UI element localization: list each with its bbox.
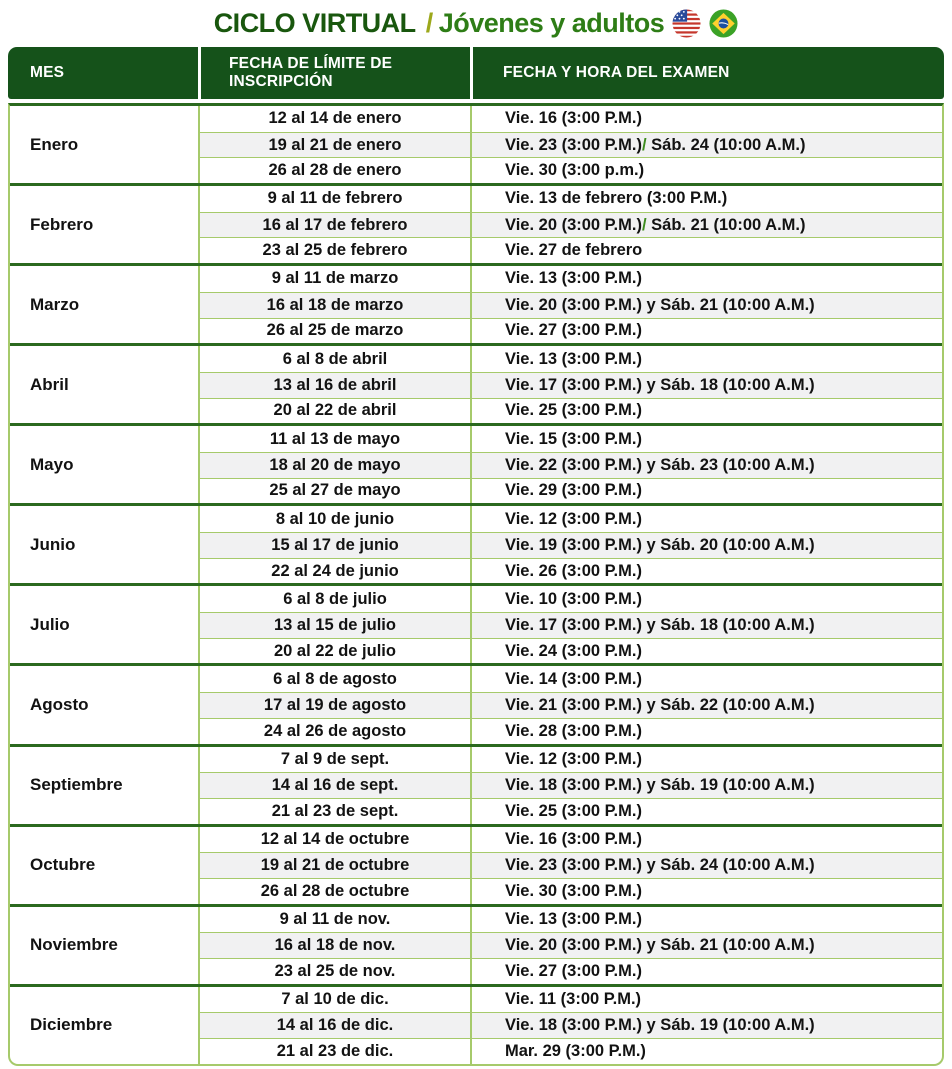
exam-datetime <box>470 212 942 238</box>
inscription-range: 16 al 17 de febrero <box>198 212 470 238</box>
page-title <box>8 0 944 47</box>
table-body <box>8 103 944 1066</box>
inscription-range: 20 al 22 de abril <box>198 398 470 424</box>
inscription-range: 12 al 14 de octubre <box>198 827 470 853</box>
inscription-range: 7 al 10 de dic. <box>198 987 470 1013</box>
month-name: Septiembre <box>30 775 123 795</box>
inscription-range: 11 al 13 de mayo <box>198 426 470 452</box>
inscription-range: 9 al 11 de marzo <box>198 266 470 292</box>
green-slash-separator: / <box>641 215 647 234</box>
inscription-range: 19 al 21 de octubre <box>198 852 470 878</box>
exam-datetime: Vie. 18 (3:00 P.M.) y Sáb. 19 (10:00 A.M.) <box>470 772 942 798</box>
title-slash: / <box>425 8 433 38</box>
month-group <box>10 666 942 746</box>
month-name: Enero <box>30 134 79 154</box>
exam-datetime: Vie. 13 (3:00 P.M.) <box>470 266 942 292</box>
exam-datetime: Vie. 25 (3:00 P.M.) <box>470 798 942 824</box>
month-name: Agosto <box>30 694 89 714</box>
inscription-range: 12 al 14 de enero <box>198 106 470 132</box>
exam-datetime: Vie. 20 (3:00 P.M.) y Sáb. 21 (10:00 A.M.) <box>470 292 942 318</box>
title-jovenes-adultos: Jóvenes y adultos <box>438 8 665 38</box>
inscription-range: 15 al 17 de junio <box>198 532 470 558</box>
exam-part-1: Vie. 20 (3:00 P.M.) <box>505 215 642 234</box>
exam-datetime: Vie. 16 (3:00 P.M.) <box>470 827 942 853</box>
month-name: Junio <box>30 534 76 554</box>
exam-part-2: Sáb. 24 (10:00 A.M.) <box>646 135 806 154</box>
inscription-range: 6 al 8 de julio <box>198 586 470 612</box>
exam-datetime: Vie. 24 (3:00 P.M.) <box>470 638 942 664</box>
month-group <box>10 106 942 186</box>
inscription-range: 7 al 9 de sept. <box>198 747 470 773</box>
inscription-range: 26 al 25 de marzo <box>198 318 470 344</box>
inscription-range: 22 al 24 de junio <box>198 558 470 584</box>
inscription-range: 19 al 21 de enero <box>198 132 470 158</box>
inscription-range: 13 al 16 de abril <box>198 372 470 398</box>
header-mes: MES <box>30 64 65 82</box>
exam-datetime: Vie. 15 (3:00 P.M.) <box>470 426 942 452</box>
exam-datetime: Vie. 14 (3:00 P.M.) <box>470 666 942 692</box>
header-fecha-hora-examen: FECHA Y HORA DEL EXAMEN <box>470 47 944 99</box>
exam-datetime: Vie. 25 (3:00 P.M.) <box>470 398 942 424</box>
exam-datetime: Vie. 11 (3:00 P.M.) <box>470 987 942 1013</box>
month-group <box>10 506 942 586</box>
inscription-range: 25 al 27 de mayo <box>198 478 470 504</box>
exam-datetime: Vie. 29 (3:00 P.M.) <box>470 478 942 504</box>
month-name: Noviembre <box>30 935 118 955</box>
inscription-range: 20 al 22 de julio <box>198 638 470 664</box>
month-name: Mayo <box>30 454 74 474</box>
exam-datetime: Vie. 19 (3:00 P.M.) y Sáb. 20 (10:00 A.M.) <box>470 532 942 558</box>
inscription-range: 14 al 16 de dic. <box>198 1012 470 1038</box>
exam-datetime: Vie. 27 (3:00 P.M.) <box>470 958 942 984</box>
exam-datetime: Vie. 16 (3:00 P.M.) <box>470 106 942 132</box>
exam-datetime: Vie. 18 (3:00 P.M.) y Sáb. 19 (10:00 A.M.) <box>470 1012 942 1038</box>
month-group <box>10 586 942 666</box>
exam-datetime: Vie. 13 (3:00 P.M.) <box>470 907 942 933</box>
exam-datetime: Mar. 29 (3:00 P.M.) <box>470 1038 942 1064</box>
month-name: Diciembre <box>30 1015 113 1035</box>
exam-datetime: Vie. 12 (3:00 P.M.) <box>470 747 942 773</box>
exam-datetime: Vie. 17 (3:00 P.M.) y Sáb. 18 (10:00 A.M.) <box>470 372 942 398</box>
inscription-range: 16 al 18 de nov. <box>198 932 470 958</box>
month-group <box>10 266 942 346</box>
exam-datetime: Vie. 30 (3:00 p.m.) <box>470 157 942 183</box>
exam-datetime: Vie. 26 (3:00 P.M.) <box>470 558 942 584</box>
inscription-range: 13 al 15 de julio <box>198 612 470 638</box>
month-name: Octubre <box>30 855 96 875</box>
month-name: Julio <box>30 614 70 634</box>
month-group <box>10 186 942 266</box>
inscription-range: 9 al 11 de febrero <box>198 186 470 212</box>
exam-datetime: Vie. 13 de febrero (3:00 P.M.) <box>470 186 942 212</box>
inscription-range: 21 al 23 de sept. <box>198 798 470 824</box>
exam-datetime: Vie. 12 (3:00 P.M.) <box>470 506 942 532</box>
exam-datetime: Vie. 22 (3:00 P.M.) y Sáb. 23 (10:00 A.M.) <box>470 452 942 478</box>
schedule-page <box>8 0 944 1066</box>
exam-datetime: Vie. 23 (3:00 P.M.) y Sáb. 24 (10:00 A.M.) <box>470 852 942 878</box>
exam-part-1: Vie. 23 (3:00 P.M.) <box>505 135 642 154</box>
inscription-range: 24 al 26 de agosto <box>198 718 470 744</box>
green-slash-separator: / <box>641 135 647 154</box>
inscription-range: 18 al 20 de mayo <box>198 452 470 478</box>
month-name: Marzo <box>30 294 80 314</box>
inscription-range: 23 al 25 de febrero <box>198 237 470 263</box>
exam-datetime: Vie. 20 (3:00 P.M.) y Sáb. 21 (10:00 A.M.) <box>470 932 942 958</box>
exam-datetime: Vie. 27 (3:00 P.M.) <box>470 318 942 344</box>
exam-datetime: Vie. 21 (3:00 P.M.) y Sáb. 22 (10:00 A.M.) <box>470 692 942 718</box>
us-flag-icon <box>672 9 701 38</box>
exam-datetime: Vie. 27 de febrero <box>470 237 942 263</box>
inscription-range: 14 al 16 de sept. <box>198 772 470 798</box>
month-group <box>10 346 942 426</box>
inscription-range: 9 al 11 de nov. <box>198 907 470 933</box>
brazil-flag-icon <box>709 9 738 38</box>
exam-datetime: Vie. 17 (3:00 P.M.) y Sáb. 18 (10:00 A.M.) <box>470 612 942 638</box>
inscription-range: 26 al 28 de enero <box>198 157 470 183</box>
exam-datetime: Vie. 13 (3:00 P.M.) <box>470 346 942 372</box>
inscription-range: 23 al 25 de nov. <box>198 958 470 984</box>
month-group <box>10 747 942 827</box>
inscription-range: 16 al 18 de marzo <box>198 292 470 318</box>
exam-part-2: Sáb. 21 (10:00 A.M.) <box>646 215 806 234</box>
exam-datetime: Vie. 30 (3:00 P.M.) <box>470 878 942 904</box>
month-name: Febrero <box>30 214 94 234</box>
month-group <box>10 426 942 506</box>
inscription-range: 26 al 28 de octubre <box>198 878 470 904</box>
inscription-range: 6 al 8 de agosto <box>198 666 470 692</box>
inscription-range: 21 al 23 de dic. <box>198 1038 470 1064</box>
inscription-range: 8 al 10 de junio <box>198 506 470 532</box>
exam-datetime: Vie. 28 (3:00 P.M.) <box>470 718 942 744</box>
header-fecha-limite: FECHA DE LÍMITE DE INSCRIPCIÓN <box>198 47 470 99</box>
month-group <box>10 987 942 1064</box>
inscription-range: 17 al 19 de agosto <box>198 692 470 718</box>
title-ciclo-virtual: CICLO VIRTUAL <box>213 8 416 38</box>
exam-datetime <box>470 132 942 158</box>
month-group <box>10 907 942 987</box>
month-name: Abril <box>30 374 69 394</box>
exam-datetime: Vie. 10 (3:00 P.M.) <box>470 586 942 612</box>
month-group <box>10 827 942 907</box>
inscription-range: 6 al 8 de abril <box>198 346 470 372</box>
table-header <box>8 47 944 99</box>
